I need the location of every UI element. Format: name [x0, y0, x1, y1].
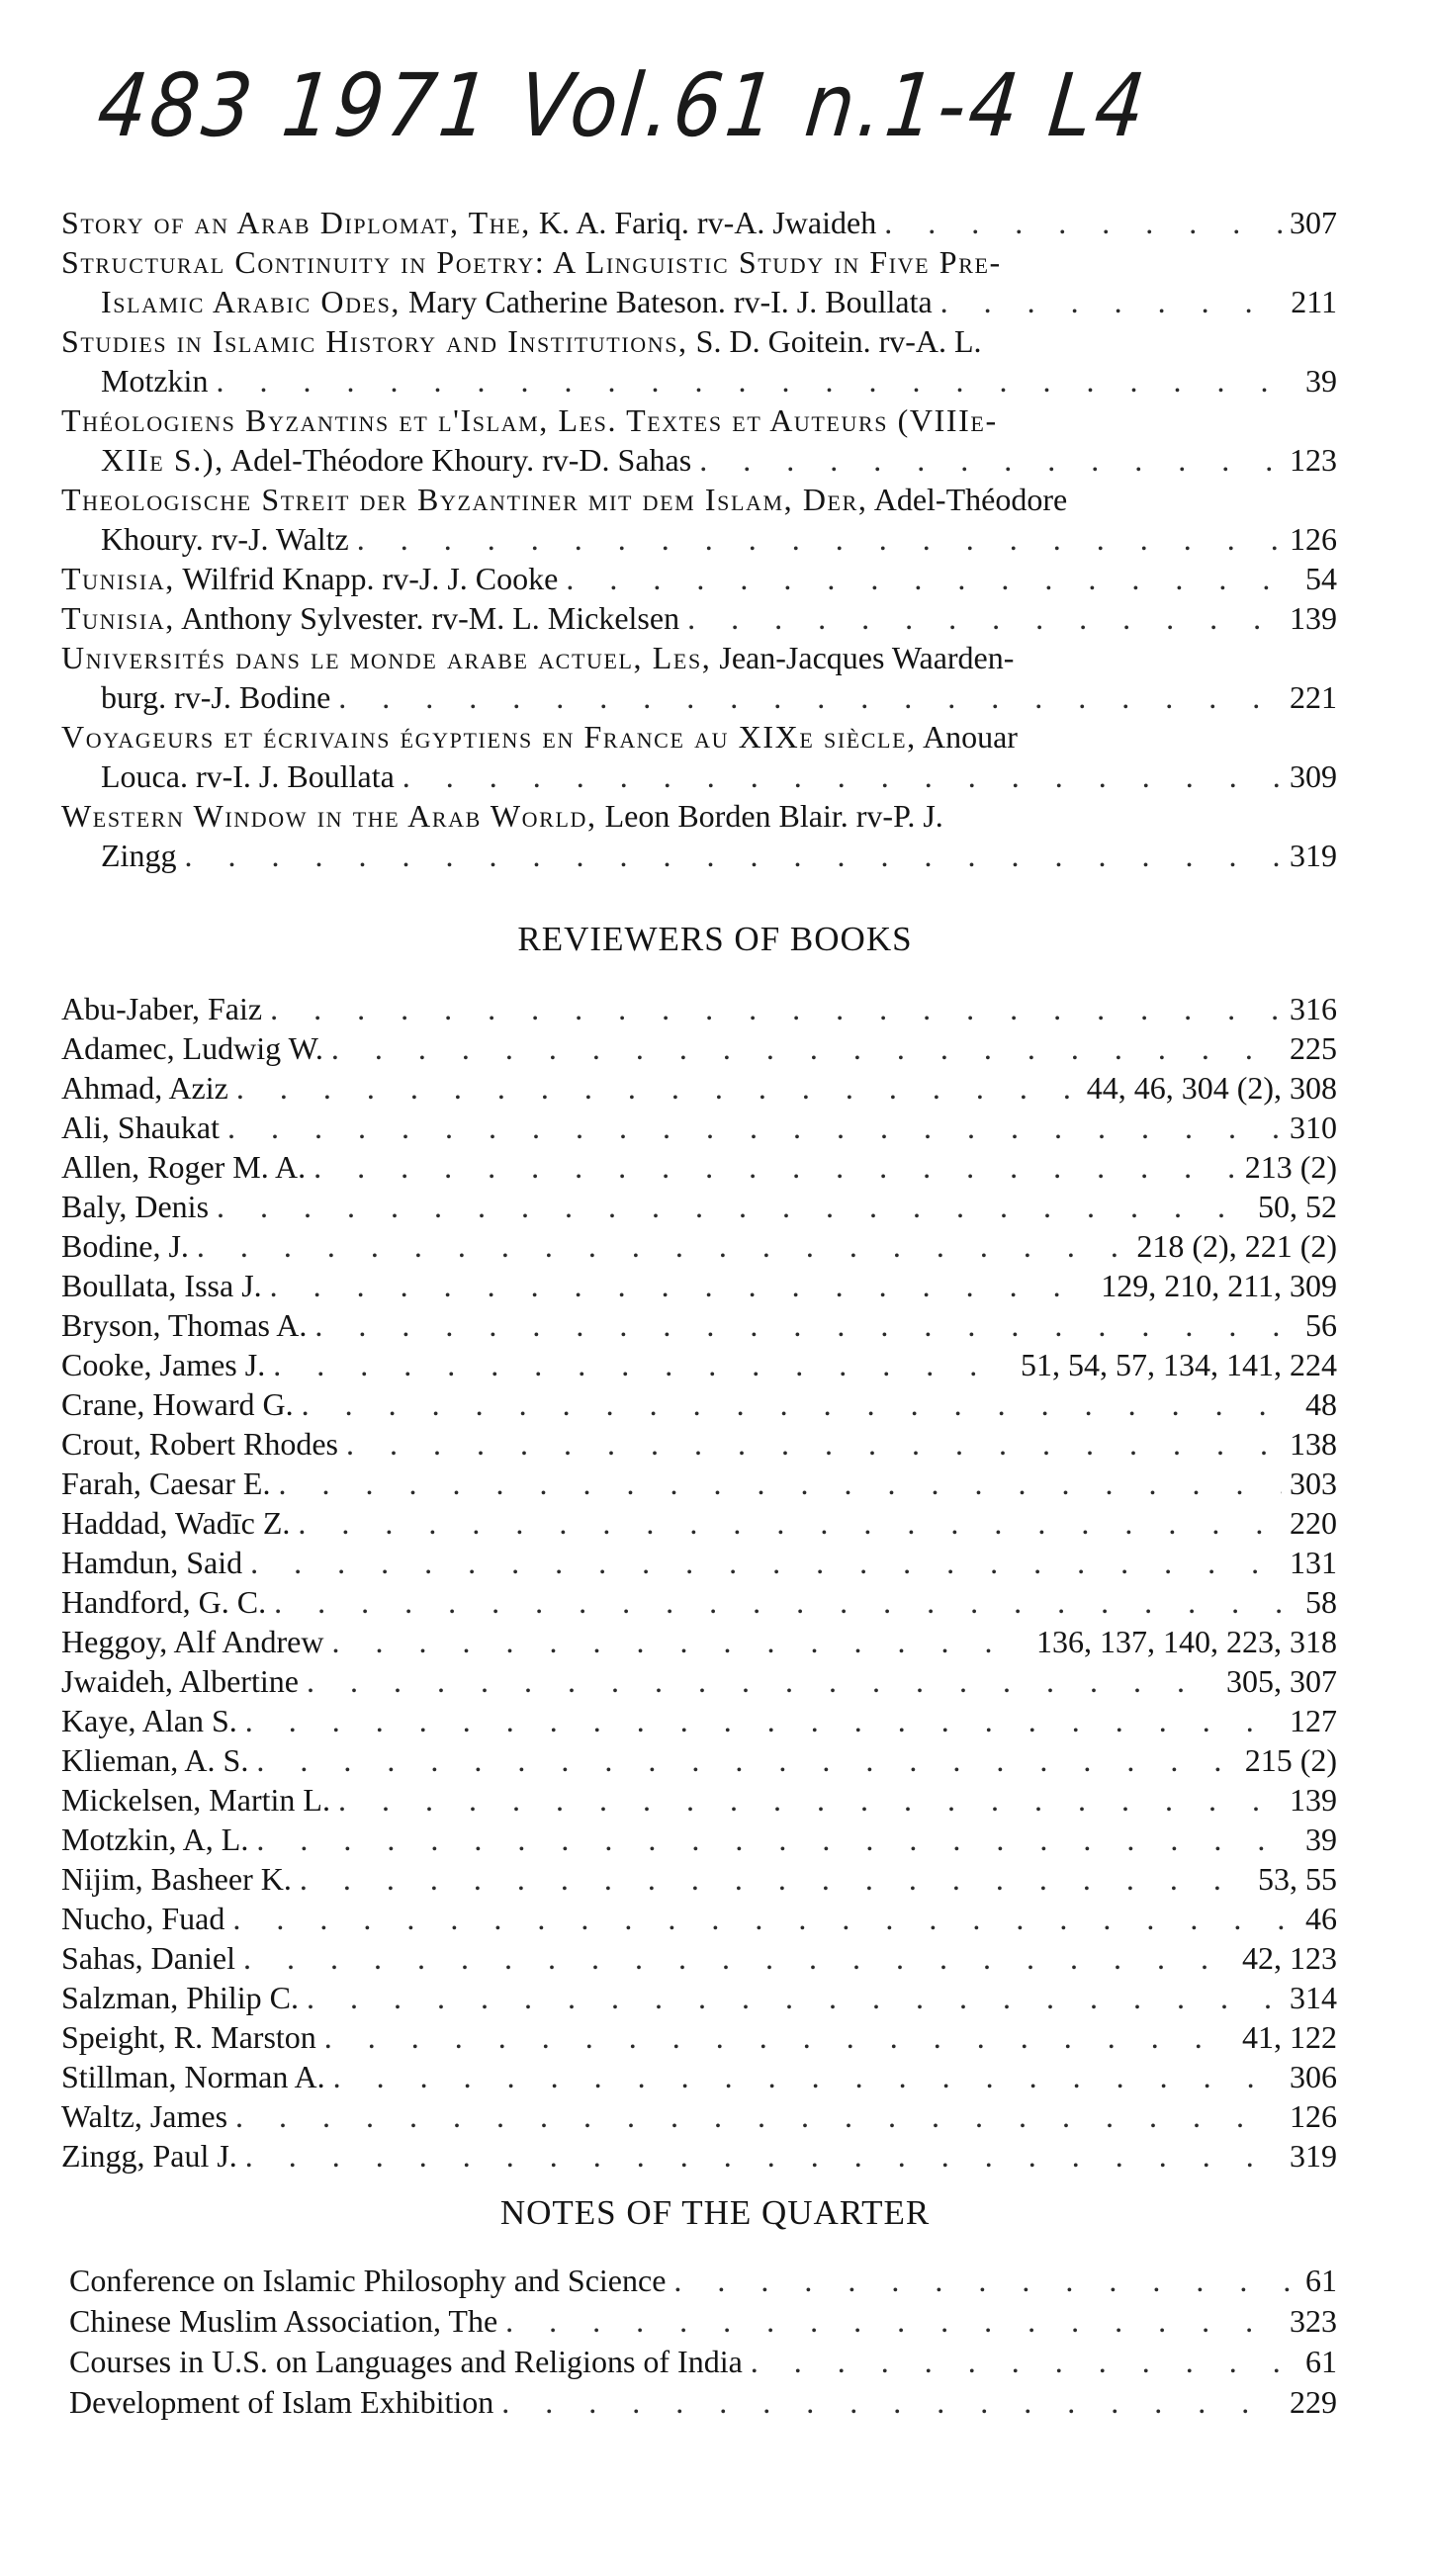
leader-dots [245, 1701, 1282, 1740]
reviewer-entry [61, 1464, 1337, 1503]
leader-dots [333, 2057, 1282, 2096]
book-author-reviewer: burg. rv-J. Bodine [101, 679, 331, 715]
page-number: 123 [1290, 442, 1337, 478]
book-title: Structural Continuity in Poetry: A Linguistic Study in Five Pre- [61, 244, 1002, 280]
reviewer-entry-name: Hamdun, Said [61, 1545, 243, 1580]
page-numbers: 131 [1290, 1545, 1337, 1580]
reviewer-entry [61, 1068, 1337, 1108]
page-number: 307 [1290, 205, 1337, 240]
page-numbers: 303 [1290, 1466, 1337, 1501]
reviewer-entry [61, 2096, 1337, 2136]
reviewer-entry [61, 1820, 1337, 1859]
reviewers-heading: REVIEWERS OF BOOKS [517, 920, 913, 958]
book-entry [61, 717, 1337, 796]
book-author-reviewer: Louca. rv-I. J. Boullata [101, 758, 395, 794]
leader-dots [184, 836, 1282, 875]
leader-dots [256, 1740, 1236, 1780]
book-title: Théologiens Byzantins et l'Islam, Les. Textes et Auteurs (VIIIe- [61, 402, 998, 438]
reviewer-entry-name: Klieman, A. S. [61, 1742, 249, 1778]
leader-dots [243, 1938, 1234, 1978]
book-entry [61, 242, 1337, 321]
page-numbers: 225 [1290, 1030, 1337, 1066]
notes-list [69, 2261, 1337, 2423]
book-entry-text [101, 756, 395, 796]
page-numbers: 319 [1290, 2138, 1337, 2174]
note-entry-name: Development of Islam Exhibition [69, 2384, 494, 2420]
book-entry-text [101, 282, 933, 321]
note-entry [69, 2301, 1337, 2342]
leader-dots [566, 559, 1297, 598]
reviewer-entry-name: Nijim, Basheer K. [61, 1861, 292, 1897]
leader-dots [270, 989, 1282, 1028]
leader-dots [232, 1899, 1297, 1938]
reviewer-entry-name: Crout, Robert Rhodes [61, 1426, 338, 1462]
book-entry-text [61, 638, 1014, 677]
leader-dots [338, 1780, 1282, 1820]
leader-dots [227, 1108, 1282, 1147]
page-number: 39 [1305, 363, 1337, 399]
book-author-reviewer: Jean-Jacques Waarden- [711, 640, 1015, 675]
book-entry [61, 480, 1337, 559]
book-title: XIIe S.), [101, 442, 224, 478]
notes-heading: NOTES OF THE QUARTER [499, 2193, 931, 2232]
book-entry-line [61, 756, 1337, 796]
leader-dots [216, 361, 1297, 400]
book-entry-text [61, 242, 1002, 282]
book-entry-text [61, 559, 558, 598]
leader-dots [751, 2342, 1297, 2382]
book-entry-text [61, 400, 998, 440]
book-title: Tunisia, [61, 600, 175, 636]
book-entry-text [101, 519, 349, 559]
page-numbers: 136, 137, 140, 223, 318 [1036, 1624, 1337, 1659]
reviewer-entry-name: Speight, R. Marston [61, 2019, 316, 2055]
reviewer-entry-name: Sahas, Daniel [61, 1940, 235, 1976]
book-entry-line [61, 796, 1337, 836]
leader-dots [307, 1661, 1218, 1701]
reviewer-entry-name: Abu-Jaber, Faiz [61, 991, 263, 1026]
reviewer-entry-name: Haddad, Wadīc Z. [61, 1505, 291, 1541]
page-numbers: 53, 55 [1258, 1861, 1337, 1897]
page-numbers: 316 [1290, 991, 1337, 1026]
reviewer-entry-name: Ali, Shaukat [61, 1110, 220, 1145]
page-numbers: 48 [1305, 1386, 1337, 1422]
page-numbers: 314 [1290, 1980, 1337, 2015]
leader-dots [313, 1147, 1237, 1187]
reviewer-entry-name: Zingg, Paul J. [61, 2138, 237, 2174]
leader-dots [197, 1226, 1128, 1266]
reviewer-entry-name: Handford, G. C. [61, 1584, 267, 1620]
reviewer-entry [61, 989, 1337, 1028]
note-entry-name: Conference on Islamic Philosophy and Science [69, 2263, 667, 2298]
reviewer-entry [61, 1543, 1337, 1582]
book-title: Studies in Islamic History and Institutions, [61, 323, 688, 359]
handwritten-call-number: 483 1971 Vol.61 n.1-4 L4 [93, 54, 1153, 156]
leader-dots [250, 1543, 1282, 1582]
leader-dots [278, 1464, 1282, 1503]
page-number: 54 [1305, 561, 1337, 596]
book-author-reviewer: K. A. Fariq. rv-A. Jwaideh [530, 205, 877, 240]
leader-dots [687, 598, 1282, 638]
leader-dots [298, 1503, 1282, 1543]
book-author-reviewer: Anthony Sylvester. rv-M. L. Mickelsen [174, 600, 680, 636]
leader-dots [357, 519, 1282, 559]
book-entry-text [61, 796, 943, 836]
page-numbers: 138 [1290, 1426, 1337, 1462]
page-numbers: 41, 122 [1242, 2019, 1337, 2055]
book-entry-text [101, 836, 176, 875]
book-entry-text [61, 480, 1067, 519]
book-author-reviewer: Khoury. rv-J. Waltz [101, 521, 349, 557]
book-author-reviewer: Leon Borden Blair. rv-P. J. [596, 798, 943, 834]
reviewer-entry [61, 1305, 1337, 1345]
reviewer-entry-name: Baly, Denis [61, 1189, 210, 1224]
reviewer-entry [61, 1503, 1337, 1543]
reviewer-entry-name: Ahmad, Aziz [61, 1070, 228, 1106]
page-numbers: 42, 123 [1242, 1940, 1337, 1976]
reviewer-entry-name: Waltz, James [61, 2098, 228, 2134]
reviewer-entry [61, 1226, 1337, 1266]
reviewer-entry-name: Crane, Howard G. [61, 1386, 294, 1422]
page-numbers: 229 [1290, 2384, 1337, 2420]
note-entry-name: Chinese Muslim Association, The [69, 2303, 498, 2339]
book-entry-line [61, 361, 1337, 400]
book-entry-text [61, 717, 1018, 756]
leader-dots [699, 440, 1282, 480]
page-numbers: 46 [1305, 1901, 1337, 1936]
book-entry-text [101, 361, 208, 400]
leader-dots [235, 2096, 1282, 2136]
reviewer-entry [61, 1187, 1337, 1226]
reviewer-entry [61, 1266, 1337, 1305]
page-number: 139 [1290, 600, 1337, 636]
reviewer-entry-name: Jwaideh, Albertine [61, 1663, 299, 1699]
reviewer-entry-name: Mickelsen, Martin L. [61, 1782, 330, 1818]
page-numbers: 126 [1290, 2098, 1337, 2134]
book-entry [61, 321, 1337, 400]
leader-dots [331, 1028, 1282, 1068]
reviewer-entry [61, 1740, 1337, 1780]
page-numbers: 213 (2) [1244, 1149, 1337, 1185]
leader-dots [245, 2136, 1282, 2176]
leader-dots [884, 203, 1282, 242]
leader-dots [314, 1305, 1297, 1345]
page-numbers: 310 [1290, 1110, 1337, 1145]
page-numbers: 139 [1290, 1782, 1337, 1818]
reviewer-entry [61, 2017, 1337, 2057]
reviewer-entry [61, 1028, 1337, 1068]
leader-dots [346, 1424, 1282, 1464]
reviewer-entry-name: Boullata, Issa J. [61, 1268, 262, 1303]
page-number: 319 [1290, 838, 1337, 873]
page-numbers: 61 [1305, 2263, 1337, 2298]
note-entry [69, 2261, 1337, 2301]
leader-dots [940, 282, 1284, 321]
reviewer-entry [61, 1899, 1337, 1938]
book-entry-line [61, 598, 1337, 638]
leader-dots [236, 1068, 1079, 1108]
book-entry [61, 559, 1337, 598]
note-entry-name: Courses in U.S. on Languages and Religions of India [69, 2344, 743, 2379]
book-entry [61, 796, 1337, 875]
reviewers-list [61, 989, 1337, 2176]
book-author-reviewer: Adel-Théodore [867, 482, 1068, 517]
leader-dots [673, 2261, 1297, 2301]
book-entry [61, 638, 1337, 717]
leader-dots [217, 1187, 1250, 1226]
reviewer-entry-name: Bryson, Thomas A. [61, 1307, 308, 1343]
leader-dots [256, 1820, 1297, 1859]
reviewer-entry-name: Salzman, Philip C. [61, 1980, 299, 2015]
book-title: Western Window in the Arab World, [61, 798, 597, 834]
page-numbers: 50, 52 [1258, 1189, 1337, 1224]
reviewer-entry [61, 1661, 1337, 1701]
reviewer-entry-name: Nucho, Fuad [61, 1901, 225, 1936]
note-entry [69, 2342, 1337, 2382]
book-title: Tunisia, [61, 561, 175, 596]
reviewer-entry-name: Bodine, J. [61, 1228, 189, 1264]
reviewer-entry-name: Motzkin, A, L. [61, 1821, 249, 1857]
reviewer-entry-name: Heggoy, Alf Andrew [61, 1624, 324, 1659]
leader-dots [338, 677, 1282, 717]
book-author-reviewer: Zingg [101, 838, 177, 873]
book-entry-line [61, 836, 1337, 875]
book-entry-text [61, 598, 679, 638]
page-number: 126 [1290, 521, 1337, 557]
book-entry [61, 203, 1337, 242]
book-author-reviewer: S. D. Goitein. rv-A. L. [687, 323, 982, 359]
page-numbers: 127 [1290, 1703, 1337, 1738]
book-author-reviewer: Motzkin [101, 363, 209, 399]
book-entry-text [61, 321, 982, 361]
leader-dots [302, 1384, 1297, 1424]
reviewer-entry [61, 1384, 1337, 1424]
leader-dots [331, 1622, 1028, 1661]
book-entry-line [61, 638, 1337, 677]
page-numbers: 44, 46, 304 (2), 308 [1086, 1070, 1337, 1106]
leader-dots [501, 2382, 1282, 2423]
reviewer-entry-name: Cooke, James J. [61, 1347, 266, 1382]
reviewer-entry [61, 1582, 1337, 1622]
book-entry-line [61, 717, 1337, 756]
reviewer-entry-name: Kaye, Alan S. [61, 1703, 237, 1738]
leader-dots [274, 1582, 1297, 1622]
page-numbers: 215 (2) [1244, 1742, 1337, 1778]
page-numbers: 129, 210, 211, 309 [1101, 1268, 1337, 1303]
book-entry-line [61, 321, 1337, 361]
book-title: Voyageurs et écrivains égyptiens en France au XIXe siècle, [61, 719, 917, 755]
page-numbers: 58 [1305, 1584, 1337, 1620]
reviewer-entry [61, 1108, 1337, 1147]
reviewer-entry [61, 1859, 1337, 1899]
reviewer-entry [61, 2057, 1337, 2096]
book-index-list [61, 203, 1337, 875]
page-number: 211 [1291, 284, 1337, 319]
book-entry-line [61, 400, 1337, 440]
reviewer-entry [61, 1147, 1337, 1187]
book-title: Story of an Arab Diplomat, The, [61, 205, 531, 240]
page-number: 221 [1290, 679, 1337, 715]
reviewer-entry [61, 1345, 1337, 1384]
book-entry-line [61, 519, 1337, 559]
note-entry [69, 2382, 1337, 2423]
book-entry-text [101, 677, 330, 717]
book-entry-line [61, 677, 1337, 717]
reviewer-entry [61, 1978, 1337, 2017]
book-author-reviewer: Wilfrid Knapp. rv-J. J. Cooke [174, 561, 559, 596]
book-title: Universités dans le monde arabe actuel, Les, [61, 640, 712, 675]
reviewer-entry [61, 1701, 1337, 1740]
page-numbers: 56 [1305, 1307, 1337, 1343]
page-numbers: 323 [1290, 2303, 1337, 2339]
reviewer-entry [61, 1938, 1337, 1978]
book-entry-line [61, 203, 1337, 242]
leader-dots [324, 2017, 1234, 2057]
page-numbers: 51, 54, 57, 134, 141, 224 [1021, 1347, 1337, 1382]
reviewer-entry [61, 1780, 1337, 1820]
leader-dots [270, 1266, 1094, 1305]
book-entry-line [61, 559, 1337, 598]
leader-dots [307, 1978, 1282, 2017]
leader-dots [273, 1345, 1013, 1384]
page-numbers: 305, 307 [1226, 1663, 1337, 1699]
reviewer-entry-name: Stillman, Norman A. [61, 2059, 325, 2094]
book-author-reviewer: Mary Catherine Bateson. rv-I. J. Boullata [401, 284, 933, 319]
page-numbers: 306 [1290, 2059, 1337, 2094]
reviewer-entry [61, 1424, 1337, 1464]
reviewer-entry-name: Farah, Caesar E. [61, 1466, 271, 1501]
book-author-reviewer: Anouar [916, 719, 1018, 755]
page-numbers: 39 [1305, 1821, 1337, 1857]
page-numbers: 61 [1305, 2344, 1337, 2379]
book-entry-line [61, 440, 1337, 480]
book-entry-line [61, 282, 1337, 321]
page-number: 309 [1290, 758, 1337, 794]
page-numbers: 218 (2), 221 (2) [1136, 1228, 1337, 1264]
reviewer-entry [61, 1622, 1337, 1661]
leader-dots [300, 1859, 1250, 1899]
book-entry-text [61, 203, 876, 242]
reviewer-entry-name: Adamec, Ludwig W. [61, 1030, 323, 1066]
book-entry [61, 400, 1337, 480]
book-entry-text [101, 440, 691, 480]
reviewer-entry [61, 2136, 1337, 2176]
book-entry [61, 598, 1337, 638]
reviewer-entry-name: Allen, Roger M. A. [61, 1149, 307, 1185]
book-title: Islamic Arabic Odes, [101, 284, 402, 319]
leader-dots [505, 2301, 1282, 2342]
page-numbers: 220 [1290, 1505, 1337, 1541]
book-entry-line [61, 480, 1337, 519]
book-entry-line [61, 242, 1337, 282]
book-author-reviewer: Adel-Théodore Khoury. rv-D. Sahas [223, 442, 692, 478]
book-title: Theologische Streit der Byzantiner mit dem Islam, Der, [61, 482, 868, 517]
leader-dots [402, 756, 1282, 796]
